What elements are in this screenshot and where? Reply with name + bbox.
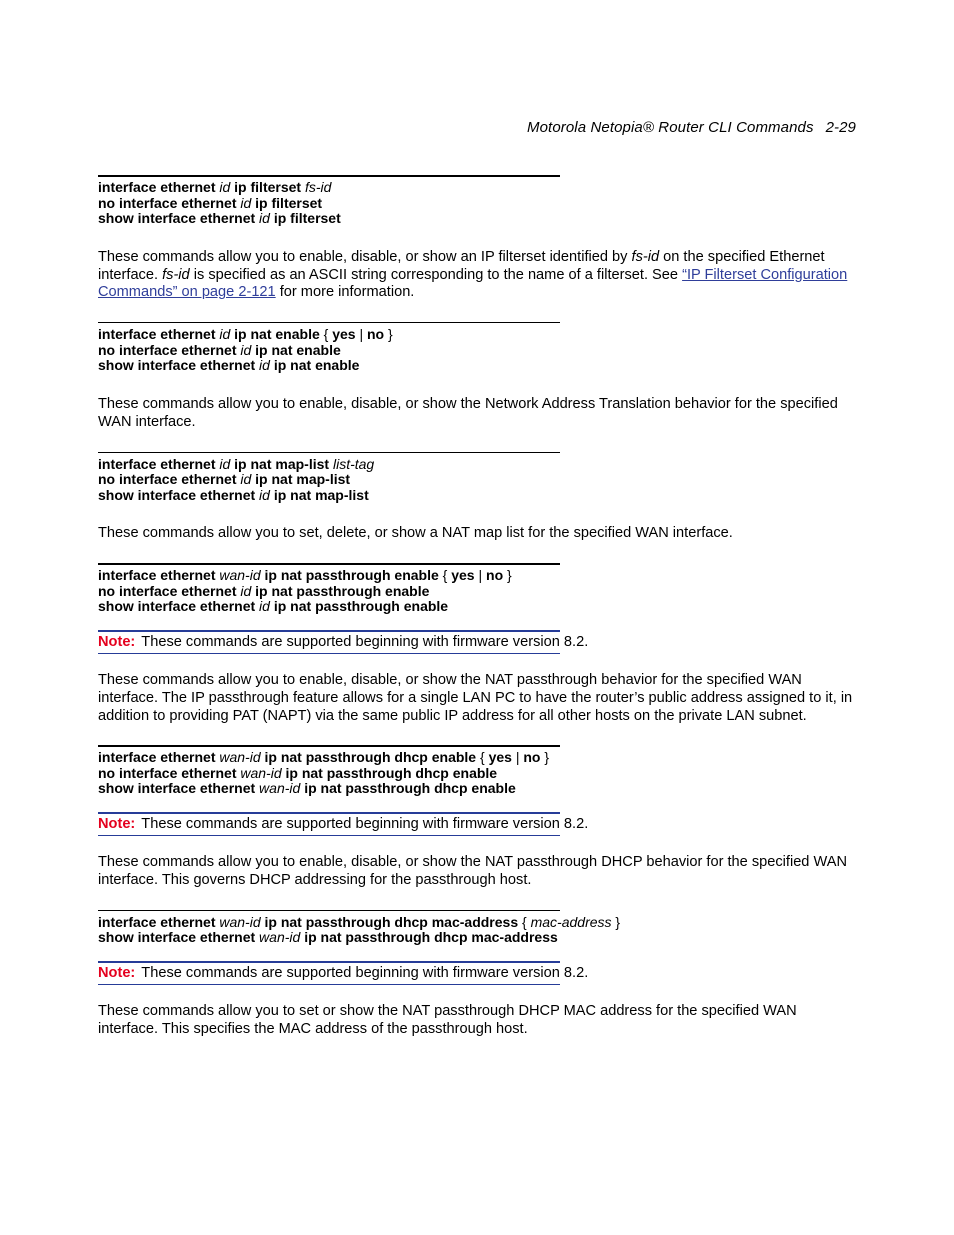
header-title: Motorola Netopia® Router CLI Commands (527, 119, 814, 136)
cmd-keyword: ip filterset (234, 179, 302, 195)
firmware-note (98, 961, 589, 985)
description-passthrough-mac: These commands allow you to set or show the NAT passthrough DHCP MAC address for the specified WAN interface. This specifies the MAC address of the passthrough host. (98, 1002, 797, 1037)
command-line: no interface ethernet id ip nat passthrough enable (98, 582, 430, 599)
command-line: interface ethernet id ip nat enable { yes | no } (98, 326, 393, 343)
firmware-note (98, 630, 589, 654)
note-label: Note: (98, 964, 136, 981)
cmd-keyword: ip filterset (273, 210, 341, 227)
command-line: show interface ethernet id ip nat map-list (98, 486, 369, 503)
command-line: interface ethernet id ip nat map-list list-tag (98, 455, 375, 472)
command-line: no interface ethernet id ip nat enable (98, 341, 341, 358)
description-filterset: These commands allow you to enable, disable, or show an IP filterset identified by fs-id on the specified Ethernet interface. fs-id is specified as an ASCII string corresponding to the name of a filterset. See “IP Filterset Configuration Commands” on page 2-121 for more information. (98, 248, 848, 301)
cross-reference-link[interactable]: “IP Filterset Configuration Commands” on page 2-121 (98, 266, 848, 301)
note-label: Note: (98, 816, 136, 833)
command-syntax-nat-map-list (98, 452, 560, 504)
command-line: no interface ethernet id ip nat map-list (98, 471, 351, 488)
firmware-note (98, 812, 589, 836)
command-syntax-passthrough-mac (98, 910, 621, 946)
command-line (98, 211, 560, 227)
command-line (98, 196, 560, 212)
cmd-keyword: no interface ethernet (98, 194, 237, 211)
page-number: 2-29 (825, 119, 856, 136)
command-syntax-nat-passthrough (98, 563, 560, 615)
command-line (98, 180, 560, 196)
cmd-keyword: show interface ethernet (98, 210, 256, 227)
command-syntax-nat-enable (98, 322, 560, 374)
command-line: no interface ethernet wan-id ip nat passthrough dhcp enable (98, 764, 498, 781)
note-text: These commands are supported beginning with firmware version 8.2. (141, 964, 589, 981)
cmd-param: fs-id (304, 179, 332, 195)
command-line: show interface ethernet wan-id ip nat passthrough dhcp mac-address (98, 929, 558, 946)
description-nat-map-list: These commands allow you to set, delete, or show a NAT map list for the specified WAN interface. (98, 525, 733, 542)
description-nat-enable: These commands allow you to enable, disable, or show the Network Address Translation behavior for the specified WAN interface. (98, 395, 838, 430)
command-line: show interface ethernet id ip nat enable (98, 357, 360, 374)
cmd-param: id (240, 194, 252, 211)
command-syntax-filterset (98, 175, 560, 227)
note-text: These commands are supported beginning with firmware version 8.2. (141, 633, 589, 650)
page-content (98, 175, 858, 1058)
cmd-keyword: interface ethernet (98, 179, 216, 195)
cmd-keyword: ip filterset (255, 194, 323, 211)
command-line: show interface ethernet id ip nat passthrough enable (98, 598, 449, 615)
cmd-param: id (259, 210, 270, 227)
command-line: interface ethernet wan-id ip nat passthrough dhcp mac-address { mac-address } (98, 913, 621, 930)
command-line: interface ethernet wan-id ip nat passthrough dhcp enable { yes | no } (98, 749, 550, 766)
cmd-param: id (219, 179, 231, 195)
command-line: interface ethernet wan-id ip nat passthrough enable { yes | no } (98, 567, 512, 584)
note-label: Note: (98, 633, 136, 650)
command-syntax-passthrough-dhcp (98, 745, 560, 797)
note-text: These commands are supported beginning with firmware version 8.2. (141, 816, 589, 833)
description-nat-passthrough: These commands allow you to enable, disable, or show the NAT passthrough behavior for the specified WAN interface. The IP passthrough feature allows for a single LAN PC to have the router’s public address assigned to it, in addition to providing PAT (NAPT) via the same public IP address for all other hosts on the private LAN subnet. (98, 671, 853, 724)
running-header (527, 119, 856, 136)
command-line: show interface ethernet wan-id ip nat passthrough dhcp enable (98, 780, 516, 797)
description-passthrough-dhcp: These commands allow you to enable, disable, or show the NAT passthrough DHCP behavior for the specified WAN interface. This governs DHCP addressing for the passthrough host. (98, 854, 847, 888)
